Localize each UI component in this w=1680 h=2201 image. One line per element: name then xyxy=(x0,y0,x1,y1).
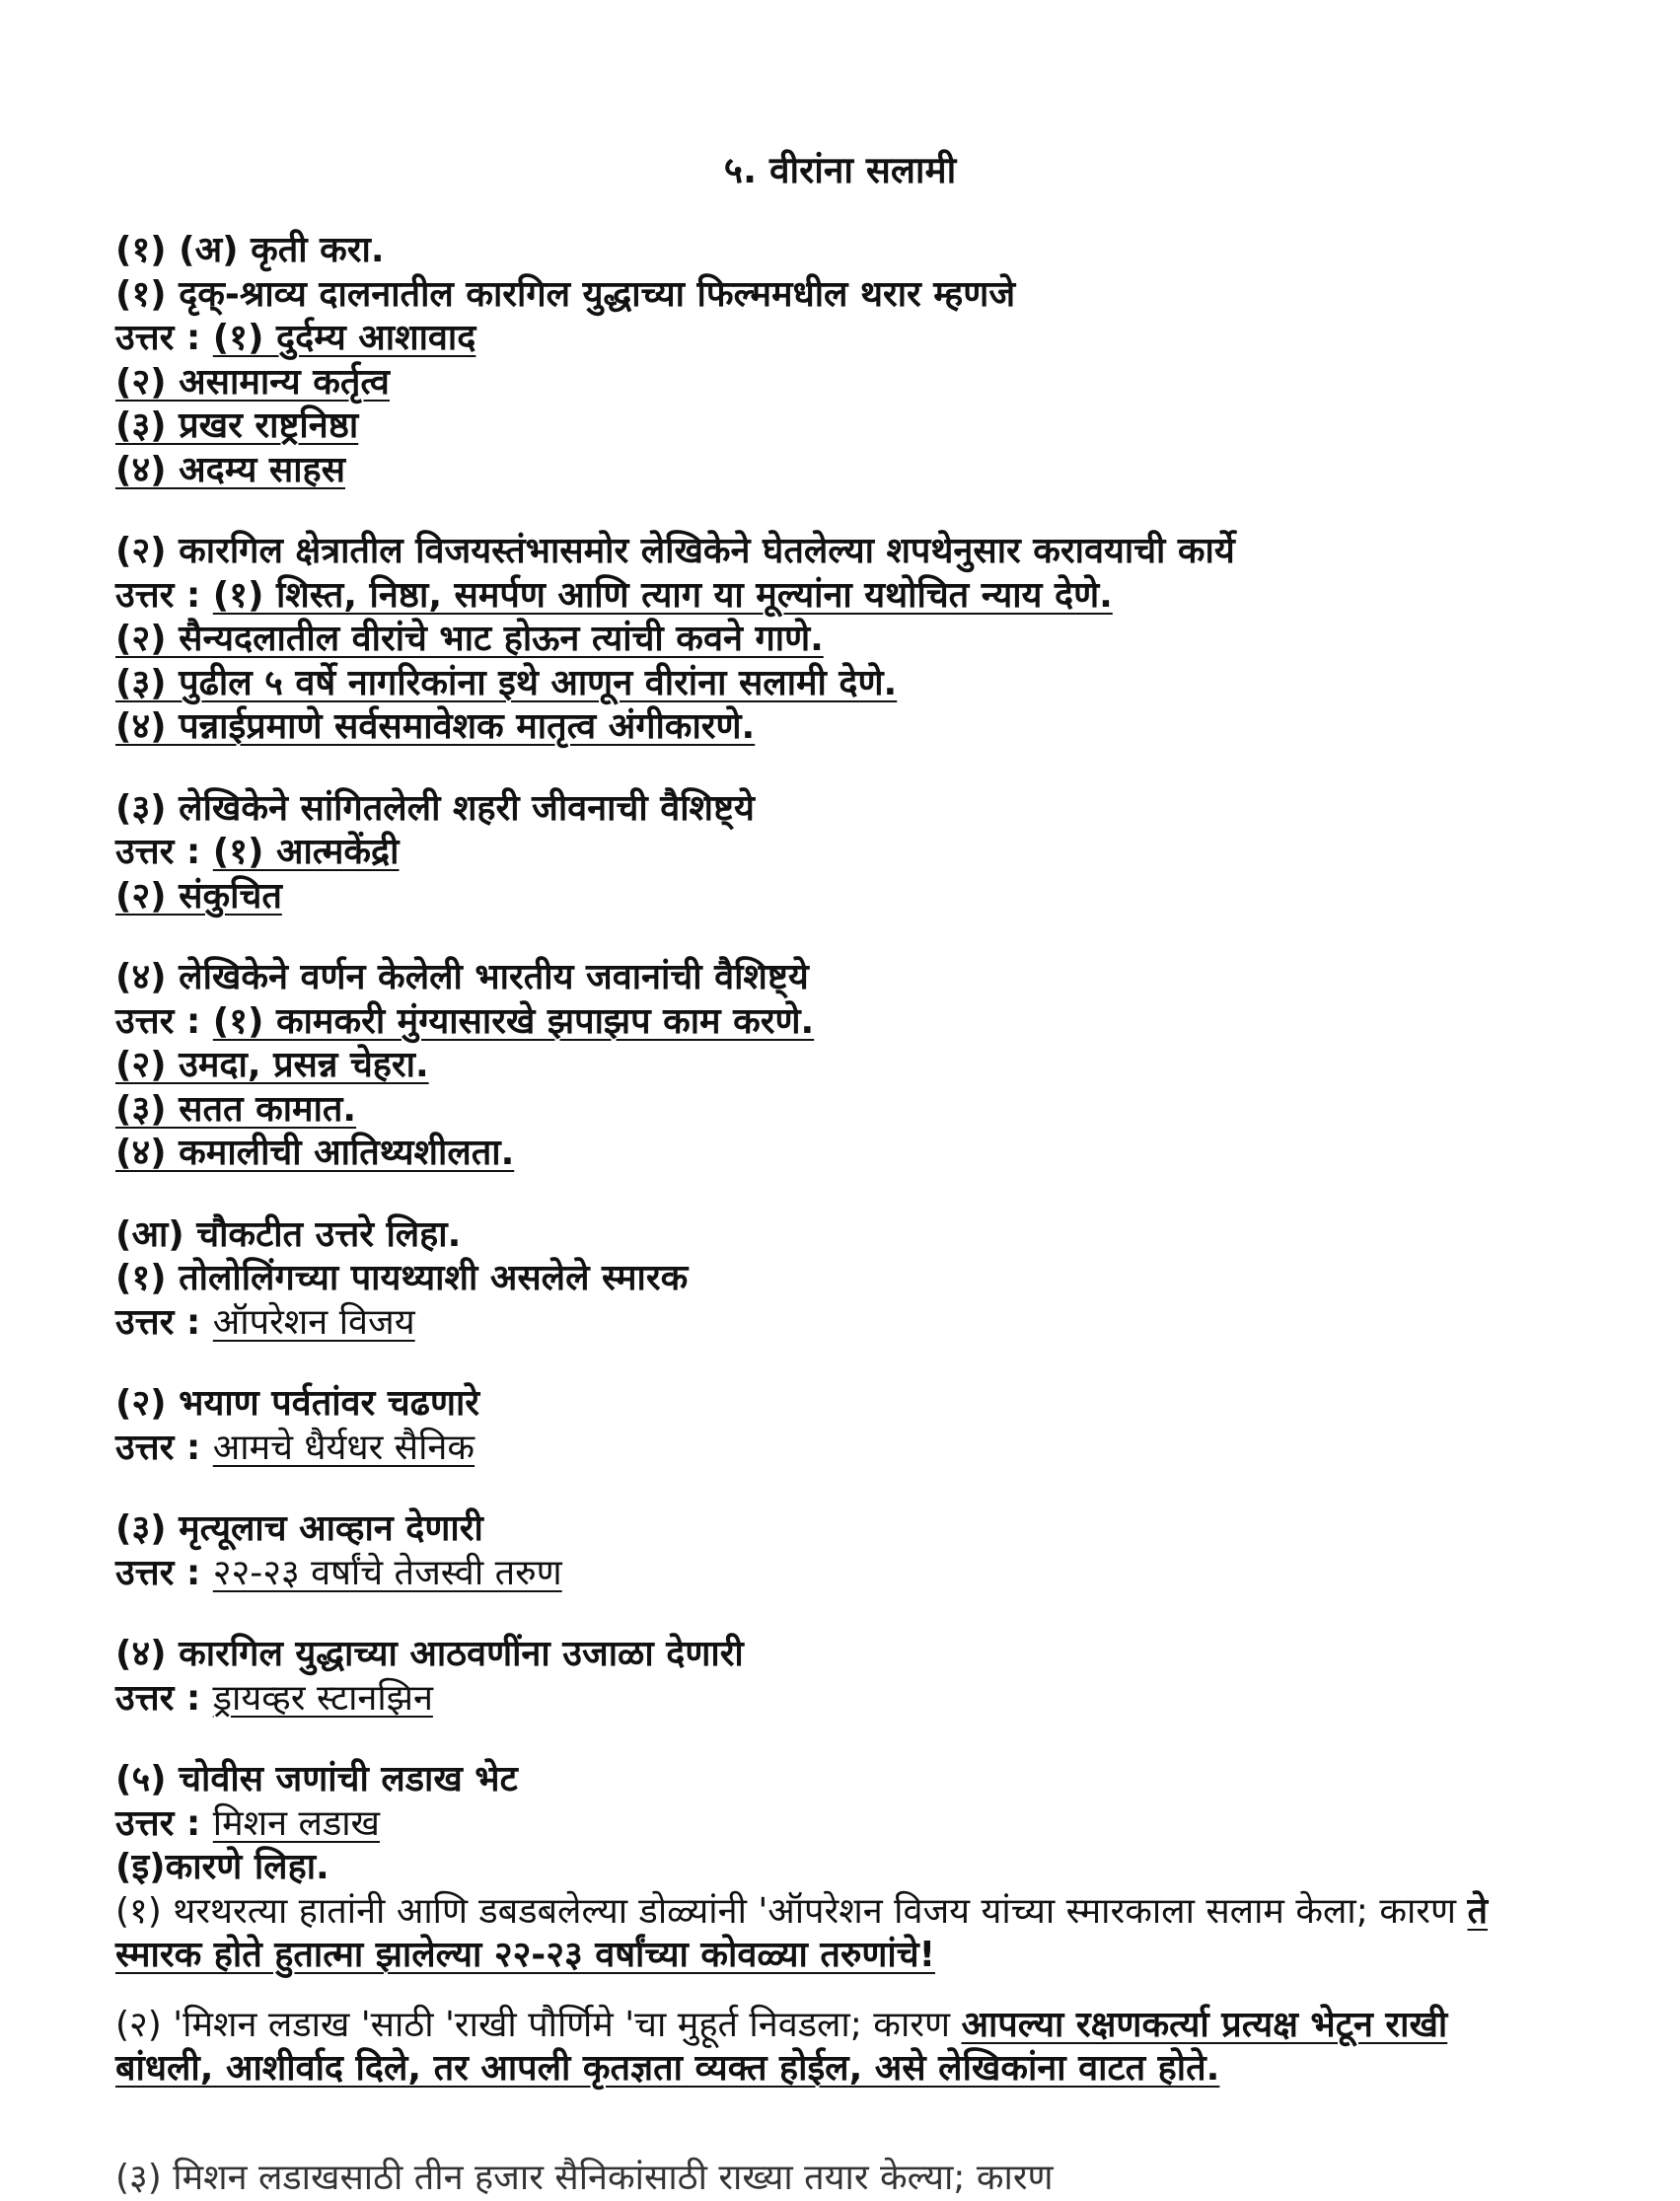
question-2-2: (२) भयाण पर्वतांवर चढणारे xyxy=(115,1383,480,1424)
question-1-3: (३) लेखिकेने सांगितलेली शहरी जीवनाची वैशिष्ट्ये xyxy=(115,787,755,829)
answer-item: ऑपरेशन विजय xyxy=(212,1301,415,1343)
section-heading-i: (इ)कारणे लिहा. xyxy=(115,1847,329,1887)
answer-item: (२) सैन्यदलातील वीरांचे भाट होऊन त्यांची कवने गाणे. xyxy=(115,619,824,659)
reason-2-line-1 xyxy=(115,2004,1546,2048)
question-1-1: (१) दृक्-श्राव्य दालनातील कारगिल युद्धाच्या फिल्ममधील थरार म्हणजे xyxy=(115,273,1016,315)
answer-item: (३) सतत कामात. xyxy=(115,1088,357,1130)
answer-item: (१) कामकरी मुंग्यासारखे झपाझप काम करणे. xyxy=(212,1000,815,1042)
answer-line xyxy=(115,1427,1546,1471)
reason-1-line-2: स्मारक होते हुतात्मा झालेल्या २२-२३ वर्षांच्या कोवळ्या तरुणांचे! xyxy=(115,1935,935,1975)
answer-item: (२) संकुचित xyxy=(115,875,282,917)
cutoff-line xyxy=(115,2157,1546,2198)
question-2-4: (४) कारगिल युद्धाच्या आठवणींना उजाळा देणारी xyxy=(115,1634,744,1674)
reason-2-line-2: बांधली, आशीर्वाद दिले, तर आपली कृतज्ञता व्यक्त होईल, असे लेखिकांना वाटत होते. xyxy=(115,2048,1220,2089)
document-body xyxy=(115,229,1546,2091)
answer-line xyxy=(115,317,1546,361)
section-heading-aa: (आ) चौकटीत उत्तरे लिहा. xyxy=(115,1213,462,1255)
answer-label: उत्तर : xyxy=(115,1301,213,1343)
answer-line xyxy=(115,1552,1546,1596)
answer-label: उत्तर : xyxy=(115,1427,213,1468)
answer-item: (१) शिस्त, निष्ठा, समर्पण आणि त्याग या मूल्यांना यथोचित न्याय देणे. xyxy=(212,574,1113,616)
answer-label: उत्तर : xyxy=(115,1552,213,1593)
answer-item: (२) उमदा, प्रसन्न चेहरा. xyxy=(115,1045,429,1085)
answer-item: २२-२३ वर्षांचे तेजस्वी तरुण xyxy=(212,1552,562,1593)
answer-item: (४) पन्नाईप्रमाणे सर्वसमावेशक मातृत्व अंगीकारणे. xyxy=(115,706,756,747)
answer-item: (४) अदम्य साहस xyxy=(115,449,346,490)
answer-label: उत्तर : xyxy=(115,318,213,358)
answer-item: ड्रायव्हर स्टानझिन xyxy=(212,1677,433,1719)
answer-line xyxy=(115,1802,1546,1847)
reason-3-partial: (३) मिशन लडाखसाठी तीन हजार सैनिकांसाठी राख्या तयार केल्या; कारण xyxy=(115,2158,1054,2198)
answer-label: उत्तर : xyxy=(115,574,213,616)
answer-item: (३) पुढील ५ वर्षे नागरिकांना इथे आणून वीरांना सलामी देणे. xyxy=(115,662,898,703)
answer-label: उत्तर : xyxy=(115,1677,213,1719)
reason-answer: आपल्या रक्षणकर्त्या प्रत्यक्ष भेटून राखी xyxy=(961,2004,1448,2045)
answer-line xyxy=(115,1301,1546,1346)
answer-item: (४) कमालीची आतिथ्यशीलता. xyxy=(115,1133,515,1173)
answer-line xyxy=(115,574,1546,619)
question-2-5: (५) चोवीस जणांची लडाख भेट xyxy=(115,1759,518,1799)
answer-item: मिशन लडाख xyxy=(212,1802,380,1844)
reason-1-line-1 xyxy=(115,1890,1546,1935)
answer-label: उत्तर : xyxy=(115,1000,213,1042)
answer-item: आमचे धैर्यधर सैनिक xyxy=(212,1427,475,1468)
section-heading-a: (१) (अ) कृती करा. xyxy=(115,230,385,270)
answer-label: उत्तर : xyxy=(115,1802,213,1844)
page-title: ५. वीरांना सलामी xyxy=(723,149,957,191)
answer-line xyxy=(115,831,1546,875)
question-1-4: (४) लेखिकेने वर्णन केलेली भारतीय जवानांची वैशिष्ट्ये xyxy=(115,957,809,997)
question-2-1: (१) तोलोलिंगच्या पायथ्याशी असलेले स्मारक xyxy=(115,1258,689,1298)
answer-item: (१) दुर्दम्य आशावाद xyxy=(212,318,476,358)
question-1-2: (२) कारगिल क्षेत्रातील विजयस्तंभासमोर लेखिकेने घेतलेल्या शपथेनुसार करावयाची कार्ये xyxy=(115,531,1235,571)
reason-lead: (१) थरथरत्या हातांनी आणि डबडबलेल्या डोळ्यांनी 'ऑपरेशन विजय यांच्या स्मारकाला सलाम केला; कारण xyxy=(115,1890,1468,1932)
answer-label: उत्तर : xyxy=(115,832,213,872)
reason-lead: (२) 'मिशन लडाख 'साठी 'राखी पौर्णिमे 'चा मुहूर्त निवडला; कारण xyxy=(115,2004,962,2045)
reason-answer: ते xyxy=(1467,1890,1489,1932)
answer-line xyxy=(115,1677,1546,1722)
question-2-3: (३) मृत्यूलाच आव्हान देणारी xyxy=(115,1508,483,1549)
answer-line xyxy=(115,1000,1546,1045)
answer-item: (२) असामान्य कर्तृत्व xyxy=(115,361,390,403)
answer-item: (१) आत्मकेंद्री xyxy=(212,832,400,872)
answer-item: (३) प्रखर राष्ट्रनिष्ठा xyxy=(115,405,359,446)
